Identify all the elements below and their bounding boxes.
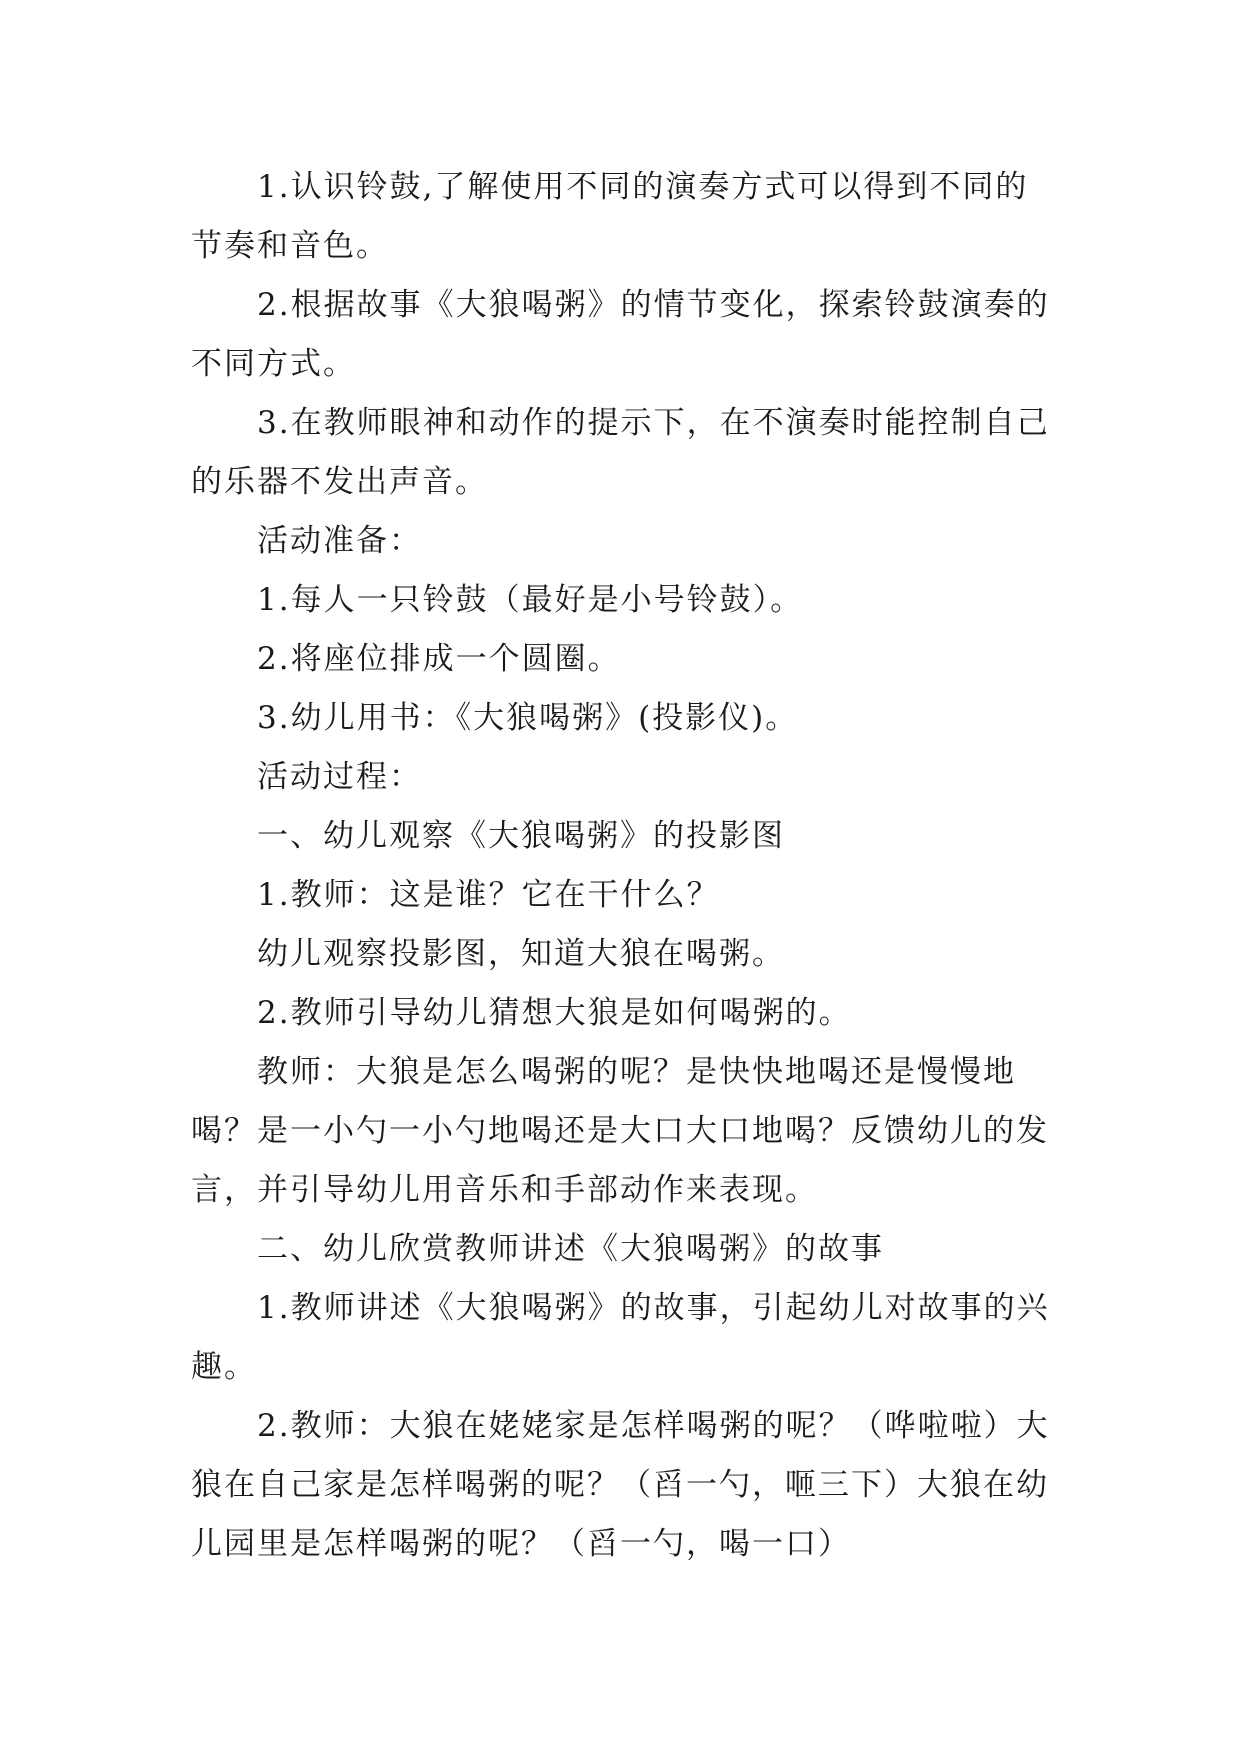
process-step-1-note: 幼儿观察投影图，知道大狼在喝粥。 [257,936,785,972]
preparation-item-2: 2.将座位排成一个圆圈。 [257,641,621,677]
document-body [191,158,1051,1574]
process-step-1-item-1: 1.教师：这是谁？它在干什么？ [257,877,720,913]
process-step-2-heading: 二、幼儿欣赏教师讲述《大狼喝粥》的故事 [257,1231,884,1267]
process-step-1-teacher-prompt: 教师：大狼是怎么喝粥的呢？是快快地喝还是慢慢地喝？是一小勺一小勺地喝还是大口大口地喝？反馈幼儿的发言，并引导幼儿用音乐和手部动作来表现。 [191,1054,1049,1208]
preparation-item-3: 3.幼儿用书：《大狼喝粥》(投影仪)。 [257,700,799,736]
process-step-1-heading: 一、幼儿观察《大狼喝粥》的投影图 [257,818,785,854]
objective-3: 3.在教师眼神和动作的提示下，在不演奏时能控制自己的乐器不发出声音。 [191,405,1050,500]
process-step-2-item-1: 1.教师讲述《大狼喝粥》的故事，引起幼儿对故事的兴趣。 [191,1290,1050,1385]
section-heading-process: 活动过程： [257,759,422,795]
process-step-2-item-2: 2.教师：大狼在姥姥家是怎样喝粥的呢？（哗啦啦）大狼在自己家是怎样喝粥的呢？（舀一勺，咂三下）大狼在幼儿园里是怎样喝粥的呢？（舀一勺，喝一口） [191,1408,1050,1562]
section-heading-preparation: 活动准备： [257,523,422,559]
process-step-1-item-2: 2.教师引导幼儿猜想大狼是如何喝粥的。 [257,995,852,1031]
objective-2: 2.根据故事《大狼喝粥》的情节变化，探索铃鼓演奏的不同方式。 [191,287,1050,382]
objective-1: 1.认识铃鼓,了解使用不同的演奏方式可以得到不同的节奏和音色。 [191,169,1029,264]
preparation-item-1: 1.每人一只铃鼓（最好是小号铃鼓）。 [257,582,804,618]
